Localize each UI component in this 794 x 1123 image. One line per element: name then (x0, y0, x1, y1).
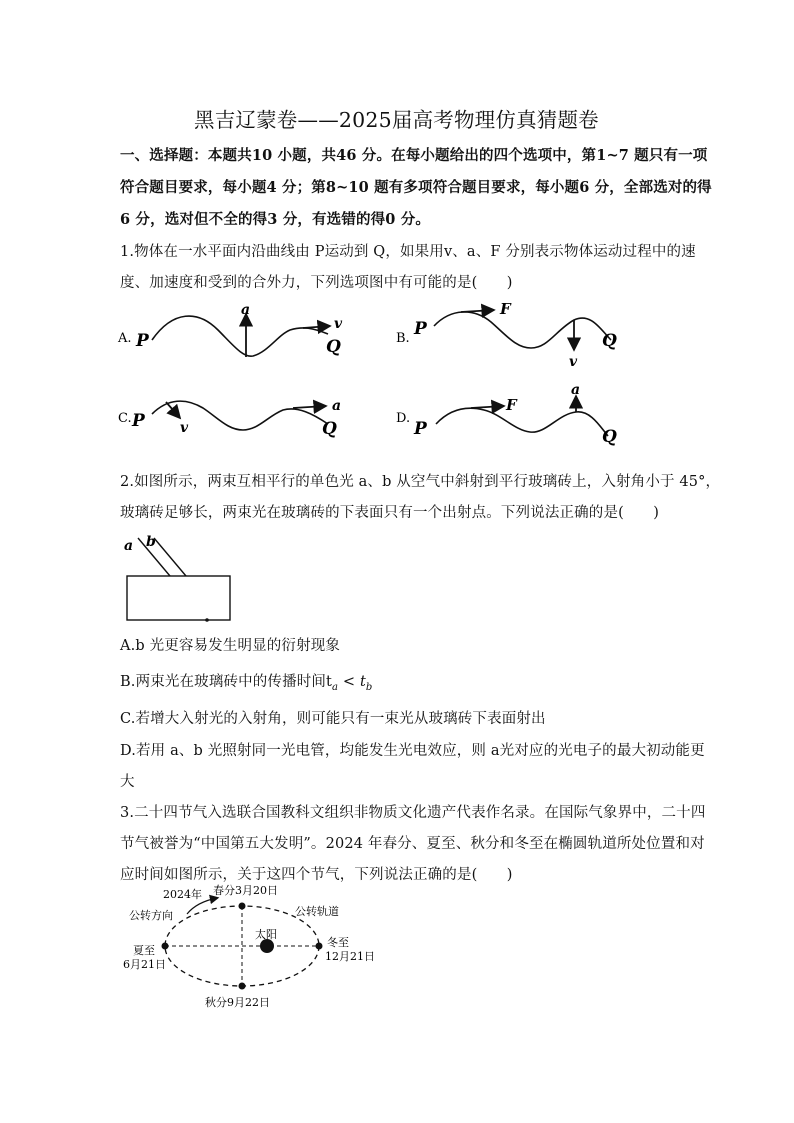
q1-option-c-label: C. (118, 411, 132, 426)
q3-label-summer-date: 6月21日 (123, 958, 166, 971)
q1-option-c-vec2: a (332, 398, 342, 414)
q1-option-b-label: B. (396, 331, 410, 346)
q1-option-d-vec1: F (506, 396, 517, 414)
q2-option-b-text: B.两束光在玻璃砖中的传播时间t (120, 674, 332, 690)
q1-option-d-label: D. (396, 411, 411, 426)
q1-option-c-point-p: P (132, 411, 145, 431)
q1-option-a-point-q: Q (326, 337, 341, 357)
q2-option-c: C.若增大入射光的入射角，则可能只有一束光从玻璃砖下表面射出 (120, 711, 546, 727)
q3-label-orbit: 公转轨道 (295, 905, 339, 918)
q3-label-direction: 公转方向 (129, 909, 173, 922)
q2-stem-line2: 玻璃砖足够长，两束光在玻璃砖的下表面只有一个出射点。下列说法正确的是( ) (120, 505, 660, 521)
q1-option-a-label: A. (118, 331, 132, 346)
q2-option-b-sub-a: a (332, 681, 339, 693)
q3-label-winter-date: 12月21日 (325, 950, 375, 963)
q3-label-autumn: 秋分9月22日 (205, 996, 270, 1009)
q3-stem-line1: 3.二十四节气入选联合国教科文组织非物质文化遗产代表作名录。在国际气象界中，二十四 (120, 805, 706, 821)
q1-option-b-vec2: v (569, 354, 578, 370)
q1-stem-line1: 1.物体在一水平面内沿曲线由 P运动到 Q，如果用v、a、F 分别表示物体运动过程中的速 (120, 244, 696, 260)
section-instructions-line2: 符合题目要求，每小题4 分；第8~10 题有多项符合题目要求，每小题6 分，全部选对的得 (120, 179, 712, 196)
page-title: 黑吉辽蒙卷——2025届高考物理仿真猜题卷 (194, 108, 599, 132)
q2-option-d-line1: D.若用 a、b 光照射同一光电管，均能发生光电效应，则 a光对应的光电子的最大初动能更 (120, 743, 705, 759)
q2-stem-line1: 2.如图所示，两束互相平行的单色光 a、b 从空气中斜射到平行玻璃砖上，入射角小于 45°， (120, 474, 721, 490)
q1-option-c-point-q: Q (322, 419, 337, 439)
q2-option-b (120, 670, 372, 693)
q3-stem-line3: 应时间如图所示，关于这四个节气，下列说法正确的是( ) (120, 867, 513, 883)
q1-option-c-vec1: v (180, 420, 189, 436)
q1-option-b-vec1: F (500, 300, 511, 318)
q3-label-spring: 春分3月20日 (213, 884, 278, 897)
q2-option-a: A.b 光更容易发生明显的衍射现象 (120, 638, 341, 654)
q3-label-winter: 冬至 (327, 936, 349, 949)
q1-stem-line2: 度、加速度和受到的合外力，下列选项图中有可能的是( ) (120, 275, 513, 291)
q3-stem-line2: 节气被誉为“中国第五大发明”。2024 年春分、夏至、秋分和冬至在椭圆轨道所处位置和对 (120, 836, 705, 852)
q1-option-b-point-q: Q (602, 331, 617, 351)
q3-label-year: 2024年 (163, 888, 202, 901)
q2-option-d-line2: 大 (120, 774, 135, 790)
section-instructions-line1: 一、选择题：本题共10 小题，共46 分。在每小题给出的四个选项中，第1~7 题只有一项 (120, 147, 708, 164)
q2-ray-b-label: b (146, 534, 156, 550)
q1-option-d-vec2: a (571, 382, 581, 398)
q1-option-d-figure (396, 384, 646, 454)
q3-orbit-figure (115, 882, 390, 1012)
q2-option-b-sub-b: b (365, 681, 373, 693)
q1-option-a-point-p: P (136, 331, 149, 351)
q1-option-b-figure (396, 300, 646, 370)
q3-label-summer: 夏至 (133, 944, 155, 957)
q1-option-d-point-q: Q (602, 427, 617, 447)
q2-glass-block-figure (120, 532, 240, 627)
q2-ray-a-label: a (124, 538, 134, 554)
q1-option-a-vec2: v (334, 316, 343, 332)
q1-option-c-figure (118, 394, 368, 454)
q1-option-d-point-p: P (414, 419, 427, 439)
q1-option-a-vec1: a (241, 302, 251, 318)
section-instructions-line3: 6 分，选对但不全的得3 分，有选错的得0 分。 (120, 211, 431, 228)
q2-option-b-rel: < t (338, 674, 366, 690)
q1-option-a-figure (118, 300, 368, 370)
q3-label-sun: 太阳 (255, 928, 277, 941)
q1-option-b-point-p: P (414, 319, 427, 339)
